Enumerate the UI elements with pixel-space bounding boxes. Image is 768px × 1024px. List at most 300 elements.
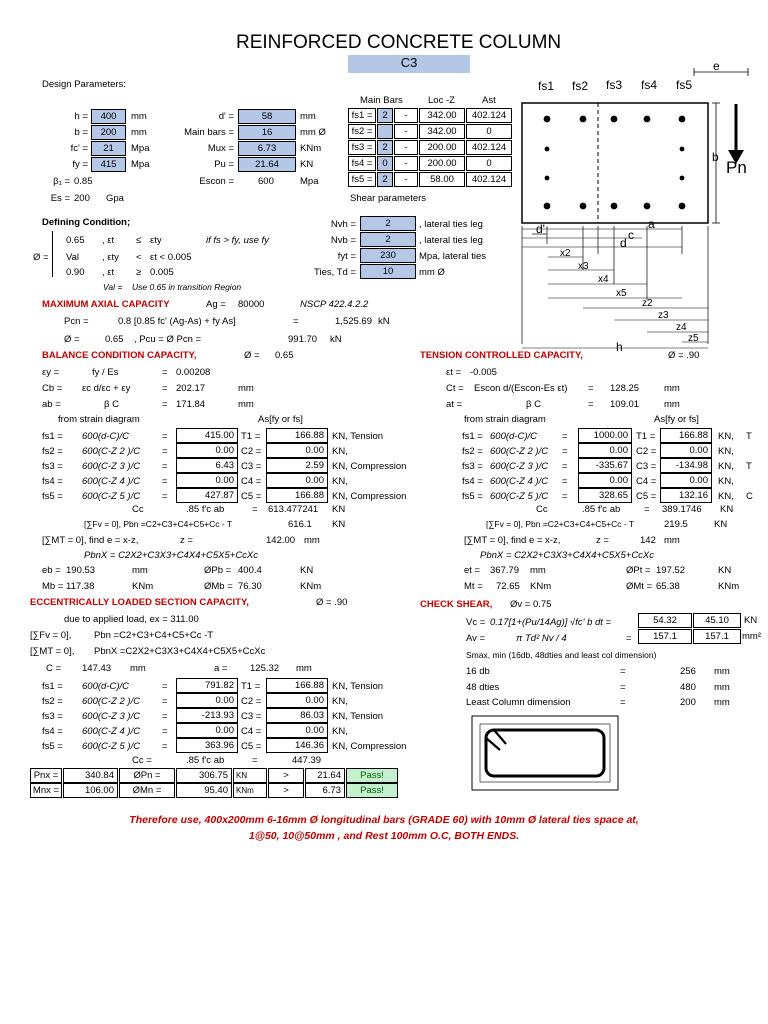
at-formula: β C [526,399,541,410]
force-value: 166.88 [266,428,328,443]
ab-unit: mm [238,399,254,410]
ecc-smt-label: [∑MT = 0], [30,646,75,657]
dim-a: a [648,217,655,231]
cond3-limit: 0.005 [150,267,174,278]
force-value: 166.88 [660,428,712,443]
ab-label: ab = [42,399,61,410]
label-fs2: fs2 [572,79,589,93]
mnx-label: Mnx = [30,783,62,798]
phimb-unit: KNm [300,581,322,592]
label-pn: Pn [726,158,747,177]
force-value: 0.00 [660,473,712,488]
axial-phi: 0.65 [105,334,124,345]
pcu-label: , Pcu = Ø Pcn = [134,334,202,345]
cb-value: 202.17 [176,383,206,394]
es-value: 200 [74,193,90,204]
tie-inner-section [480,724,610,782]
phimt-label: ØMt = [626,581,653,592]
av-value-1: 157.1 [638,629,692,644]
cond1-limit: εty [150,235,162,246]
force-unit: KN, Tension [332,711,384,722]
force-value: 146.36 [266,738,328,753]
force-unit: KN, Tension [332,681,384,692]
ties-value[interactable]: 10 [360,264,416,279]
nvb-unit: , lateral ties leg [419,235,483,246]
conclusion-line-1: Therefore use, 400x200mm 6-16mm Ø longitudinal bars (GRADE 60) with 10mm Ø lateral ties space at, [129,814,639,826]
fc-unit: Mpa [131,143,150,154]
mb-label: Mb = [42,581,64,592]
ct-label: Ct = [446,383,464,394]
fs-formula: 600(C-Z 4 )/C [490,476,549,487]
balance-sum-mt: [∑MT = 0], find e = x-z, [42,535,139,546]
force-value: 86.03 [266,708,328,723]
ecc-sfv-label: [∑Fv = 0], [30,630,72,641]
phimt-value: 65.38 [656,581,680,592]
nvb-label: Nvb = [330,235,356,246]
balance-as-header: As[fy or fs] [258,414,303,425]
cond2-strain: , εty [102,252,119,263]
bar-row-loc: 342.00 [419,124,465,139]
axial-heading: MAXIMUM AXIAL CAPACITY [42,299,170,310]
fs-value: 427.87 [176,488,238,503]
cond2-value: Val [66,252,80,263]
mn-unit: KNm [233,783,267,798]
pu-unit: KN [300,159,314,170]
fs-value: 1000.00 [578,428,632,443]
rebar-dot [644,203,651,210]
force-unit: KN, Tension [332,431,384,442]
av-unit: mm² [742,631,761,642]
fy-label: fy = [72,159,88,170]
force-unit: KN, [332,446,348,457]
balance-from-strain: from strain diagram [58,414,140,425]
fs-value: 0.00 [578,473,632,488]
rebar-dot [611,116,618,123]
mt-value: 72.65 [496,581,520,592]
phipb-value: 400.4 [238,565,262,576]
ct-formula: Escon d/(Escon-Es εt) [474,383,568,394]
force-label: C5 = [241,741,262,752]
tension-z-unit: mm [664,535,680,546]
axial-phi-label: Ø = [64,334,80,345]
cond2-op: < [136,252,142,263]
z-label: z = [180,535,193,546]
cc-value: 613.477241 [268,504,319,515]
et-label: εt = [446,367,462,378]
fs-formula: 600(d-C)/C [82,681,129,692]
force-label: C3 = [636,461,657,472]
force-label: C5 = [241,491,262,502]
bar-row-loc: 200.00 [419,156,465,171]
at-unit: mm [664,399,680,410]
es-unit: Gpa [106,193,124,204]
fs-label: fs2 = [462,446,483,457]
vc-unit: KN [744,615,758,626]
pcu-unit: kN [330,334,342,345]
label-fs4: fs4 [641,78,658,92]
cond3-op: ≥ [136,267,142,278]
phimb-value: 76.30 [238,581,262,592]
bar-row-label: fs4 = [348,156,376,171]
dim-b: b [712,150,719,164]
ecc-a-label: a = [214,663,228,674]
label-fs3: fs3 [606,78,623,92]
eb-unit: mm [132,565,148,576]
tension-pbn-value: 219.5 [664,519,688,530]
balance-phi: 0.65 [275,350,294,361]
nvh-unit: , lateral ties leg [419,219,483,230]
force-value: 166.88 [266,488,328,503]
gt-sign: > [268,768,304,783]
spacing-48dt-label: 48 dties [466,682,500,693]
tension-sum-fv: [∑Fv = 0], Pbn =C2+C3+C4+C5+Cc - T [486,519,635,529]
force-label: C2 = [241,446,262,457]
fyt-value[interactable]: 230 [360,248,416,263]
force-unit: KN, [332,476,348,487]
fs-label: fs2 = [42,696,63,707]
phipb-unit: KN [300,565,314,576]
fs-formula: 600(d-C)/C [490,431,537,442]
ecc-c-value: 147.43 [82,663,112,674]
spacing-16db-value: 256 [680,666,696,677]
dim-d: d [620,236,627,250]
force-unit: KN, Compression [332,491,407,502]
fs-value: 6.43 [176,458,238,473]
ecc-sfv: Pbn =C2+C3+C4+C5+Cc -T [94,630,214,641]
shear-params-heading: Shear parameters [350,193,427,204]
balance-sum-fv: [∑Fv = 0], Pbn =C2+C3+C4+C5+Cc - T [84,519,233,529]
fs-label: fs3 = [42,461,63,472]
rebar-dot [580,203,587,210]
fs-formula: 600(C-Z 3 )/C [82,461,141,472]
h-value[interactable]: 400 [91,109,126,124]
ecc-due: due to applied load, ex = 311.00 [64,614,199,625]
fc-label: fc' = [70,143,88,154]
pcn-formula: 0.8 [0.85 fc' (Ag-As) + fy As] [118,316,236,327]
force-unit: KN, Compression [332,461,407,472]
bars-header-main: Main Bars [360,95,403,106]
cond1-op: ≤ [136,235,142,246]
bar-row-count[interactable]: 2 [377,140,393,155]
defining-heading: Defining Condition; [42,217,131,228]
force-label: T1 = [636,431,656,442]
force-label: C2 = [636,446,657,457]
d-unit: mm [300,111,316,122]
bars-header-loc: Loc -Z [428,95,455,106]
mnx-value: 106.00 [63,783,118,798]
rebar-dots [544,116,686,210]
cb-formula: εc d/εc + εy [82,383,131,394]
spacing-least-unit: mm [714,697,730,708]
rebar-dot [680,147,685,152]
rebar-dot [679,203,686,210]
escon-label: Escon = [199,176,234,187]
b-unit: mm [131,127,147,138]
force-label: C3 = [241,461,262,472]
bar-row-dash: - [394,108,418,123]
vc-value-2: 45.10 [693,613,741,628]
fs-label: fs5 = [42,741,63,752]
pcn-unit: kN [378,316,390,327]
spacing-least-value: 200 [680,697,696,708]
cb-label: Cb = [42,383,63,394]
fs-label: fs5 = [42,491,63,502]
fs-value: 328.65 [578,488,632,503]
fs-label: fs3 = [462,461,483,472]
mux-compare: 6.73 [305,783,345,798]
phimt-unit: KNm [718,581,740,592]
note-val: Val = [103,282,123,292]
h-label: h = [74,111,88,122]
dim-z3: z3 [658,310,669,321]
force-value: 132.16 [660,488,712,503]
force-label: C3 = [241,711,262,722]
et2-unit: mm [530,565,546,576]
ey-label: εy = [42,367,60,378]
force-unit: KN, [718,461,734,472]
fy-value[interactable]: 415 [91,157,126,172]
av-label: Av = [466,633,486,644]
tension-cc-unit: KN [720,504,734,515]
phipt-label: ØPt = [626,565,651,576]
dim-x5: x5 [616,288,627,299]
tension-phi: Ø = .90 [668,350,700,361]
balance-heading: BALANCE CONDITION CAPACITY, [42,350,197,361]
eb-value: 190.53 [66,565,96,576]
fs-label: fs1 = [42,681,63,692]
rebar-dot [644,116,651,123]
rebar-dot [545,147,550,152]
fs-value: 0.00 [176,693,238,708]
dim-e: e [713,59,720,73]
beta-value: 0.85 [74,176,93,187]
mux-label: Mux = [207,143,234,154]
ecc-smt: PbnX =C2X2+C3X3+C4X4+C5X5+CcXc [94,646,266,657]
dim-h: h [616,340,623,354]
rebar-dot [544,203,551,210]
beta-label: β₁ = [53,176,70,187]
tension-as-header: As[fy or fs] [654,414,699,425]
force-label: C2 = [241,696,262,707]
phimb-label: ØMb = [204,581,233,592]
ag-value: 80000 [238,299,265,310]
force-label: C4 = [241,726,262,737]
force-value: 0.00 [660,443,712,458]
bar-row-count[interactable]: 2 [377,172,393,187]
fs-formula: 600(C-Z 5 )/C [82,491,141,502]
balance-pbnx: PbnX = C2X2+C3X3+C4X4+C5X5+CcXc [84,550,259,561]
ct-unit: mm [664,383,680,394]
ecc-cc-value: 447.39 [292,755,322,766]
nvb-value[interactable]: 2 [360,232,416,247]
rebar-dot [580,116,587,123]
pu-label: Pu = [214,159,234,170]
dim-z4: z4 [676,322,687,333]
fc-value[interactable]: 21 [91,141,126,156]
av-eq: = [626,633,632,644]
bar-row-ast: 0 [466,124,512,139]
conclusion-line-2: 1@50, 10@50mm , and Rest 100mm O.C, BOTH ENDS. [248,830,520,842]
tension-z-label: z = [596,535,609,546]
et2-label: et = [464,565,481,576]
fs-label: fs5 = [462,491,483,502]
force-value: -134.98 [660,458,712,473]
force-unit: KN, [718,476,734,487]
ecc-a-unit: mm [296,663,312,674]
force-value: 166.88 [266,678,328,693]
dim-z2: z2 [642,298,653,309]
pu-value[interactable]: 21.64 [238,157,296,172]
force-label: C4 = [241,476,262,487]
pnx-label: Pnx = [30,768,62,783]
main-bars-value[interactable]: 16 [238,125,296,140]
pcn-label: Pcn = [64,316,89,327]
spacing-48dt-value: 480 [680,682,696,693]
d-label: d' = [218,111,234,122]
fyt-label: fyt = [337,251,356,262]
pcn-value: 1,525.69 [335,316,372,327]
pbn-unit: KN [332,519,346,530]
defining-phi: Ø = [33,252,49,263]
mt-unit: KNm [530,581,552,592]
phimn-label: ØMn = [119,783,175,798]
spacing-least-label: Least Column dimension [466,697,571,708]
dim-d-prime: d' [536,222,545,236]
pcu-value: 991.70 [288,334,318,345]
fs-label: fs4 = [42,476,63,487]
tension-cc-label: Cc [536,504,548,515]
ecc-c-label: C = [46,663,62,674]
escon-value: 600 [258,176,274,187]
ct-value: 128.25 [610,383,640,394]
force-type: T [746,461,752,472]
bar-row-loc: 200.00 [419,140,465,155]
tension-from-strain: from strain diagram [464,414,546,425]
fs-formula: 600(C-Z 5 )/C [490,491,549,502]
pnx-value: 340.84 [63,768,118,783]
nvh-label: Nvh = [330,219,356,230]
b-value[interactable]: 200 [91,125,126,140]
spacing-16db-label: 16 db [466,666,490,677]
force-type: T [746,431,752,442]
ey-value: 0.00208 [176,367,211,378]
mb-value: 117.38 [66,581,95,592]
fs-value: 791.82 [176,678,238,693]
fs-formula: 600(C-Z 2 )/C [490,446,549,457]
fs-value: 0.00 [176,473,238,488]
bar-row-loc: 58.00 [419,172,465,187]
force-unit: KN, Compression [332,741,407,752]
mux-unit: KNm [300,143,322,154]
column-id: C3 [348,55,470,73]
d-value[interactable]: 58 [238,109,296,124]
cond3-strain: , εt [102,267,115,278]
mb-unit: KNm [132,581,154,592]
fs-value: 415.00 [176,428,238,443]
force-value: 0.00 [266,443,328,458]
av-formula: π Td² Nv / 4 [516,633,567,644]
column-section-diagram [508,58,766,354]
tension-cc-value: 389.1746 [662,504,702,515]
balance-phi-label: Ø = [244,350,260,361]
phipn-value: 306.75 [176,768,232,783]
bar-row-ast: 402.124 [466,140,512,155]
tension-pbnx: PbnX = C2X2+C3X3+C4X4+C5X5+CcXc [480,550,655,561]
force-value: 0.00 [266,473,328,488]
tension-pbn-unit: KN [714,519,728,530]
h-unit: mm [131,111,147,122]
fs-formula: 600(C-Z 2 )/C [82,696,141,707]
force-unit: KN, [718,491,734,502]
code-ref: NSCP 422.4.2.2 [300,299,369,310]
cc-label: Cc [132,504,144,515]
fs-label: fs4 = [42,726,63,737]
ecc-cc-formula: .85 f'c ab [186,755,225,766]
ab-formula: β C [104,399,119,410]
fs-value: 0.00 [176,443,238,458]
force-value: 2.59 [266,458,328,473]
shear-phi: Øv = 0.75 [510,599,552,610]
eb-label: eb = [42,565,61,576]
fs-formula: 600(C-Z 4 )/C [82,726,141,737]
page-title: REINFORCED CONCRETE COLUMN [236,32,562,53]
bar-row-label: fs5 = [348,172,376,187]
spacing-16db-unit: mm [714,666,730,677]
vc-label: Vc = [466,617,486,628]
tension-sum-mt: [∑MT = 0], find e = x-z, [464,535,561,546]
force-label: T1 = [241,681,261,692]
label-fs5: fs5 [676,78,693,92]
bar-row-ast: 402.124 [466,108,512,123]
bars-header-ast: Ast [482,95,496,106]
tension-z-value: 142 [640,535,656,546]
fs-formula: 600(d-C)/C [82,431,129,442]
tension-heading: TENSION CONTROLLED CAPACITY, [420,350,583,361]
ag-label: Ag = [206,299,226,310]
ecc-phi: Ø = .90 [316,597,348,608]
design-params-heading: Design Parameters: [42,79,126,90]
bar-row-count[interactable] [377,124,393,139]
rebar-dot [680,176,685,181]
mux-value[interactable]: 6.73 [238,141,296,156]
vc-formula: 0.17[1+(Pu/14Ag)] √fc' b dt = [490,617,612,628]
tie-outer-section [472,716,618,790]
nvh-value[interactable]: 2 [360,216,416,231]
ecc-a-value: 125.32 [250,663,280,674]
fs-label: fs1 = [462,431,483,442]
note-transition: Use 0.65 in transition Region [132,282,242,292]
force-unit: KN, [718,446,734,457]
ties-label: Ties, Td = [314,267,356,278]
force-label: C4 = [636,476,657,487]
fs-formula: 600(C-Z 3 )/C [82,711,141,722]
pass-badge: Pass! [346,783,398,798]
main-bars-unit: mm Ø [300,127,326,138]
fs-value: 0.00 [176,723,238,738]
vc-value-1: 54.32 [638,613,692,628]
cc-formula: .85 f'c ab [186,504,225,515]
b-label: b = [74,127,88,138]
fs-value: -335.67 [578,458,632,473]
cond1-value: 0.65 [66,235,85,246]
mt-label: Mt = [464,581,483,592]
force-type: C [746,491,753,502]
fs-formula: 600(C-Z 3 )/C [490,461,549,472]
bar-row-count[interactable]: 0 [377,156,393,171]
tension-cc-formula: .85 f'c ab [582,504,621,515]
bar-row-count[interactable]: 2 [377,108,393,123]
escon-unit: Mpa [300,176,319,187]
